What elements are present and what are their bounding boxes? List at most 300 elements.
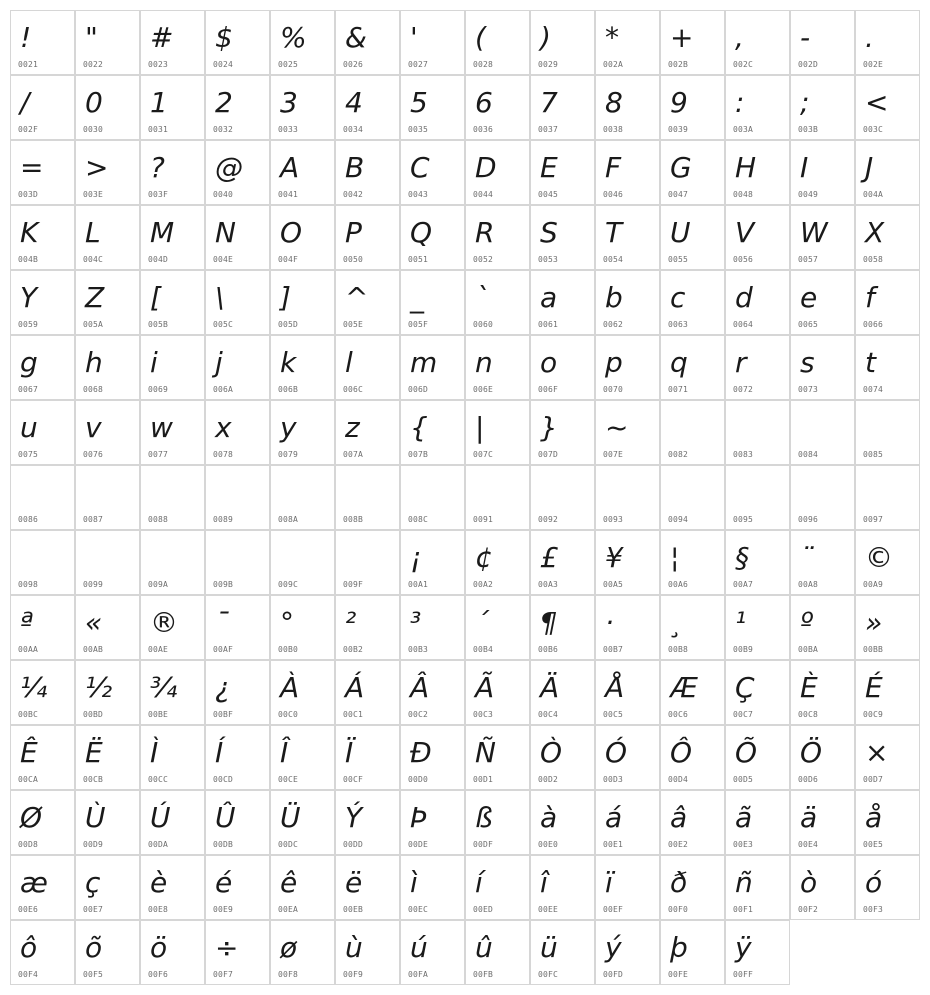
glyph-character: ? (150, 151, 165, 184)
glyph-character: « (85, 606, 103, 639)
glyph-codepoint: 007A (343, 450, 364, 459)
glyph-codepoint: 0083 (733, 450, 754, 459)
glyph-cell (790, 465, 855, 530)
glyph-character: ¶ (540, 606, 558, 639)
glyph-character: U (670, 216, 691, 249)
glyph-character: A (280, 151, 300, 184)
glyph-cell (855, 270, 920, 335)
glyph-character: k (280, 346, 297, 379)
glyph-cell (855, 205, 920, 270)
glyph-cell (10, 10, 75, 75)
glyph-character: £ (540, 541, 558, 574)
glyph-character: à (540, 801, 558, 834)
glyph-cell (660, 920, 725, 985)
glyph-character: W (800, 216, 828, 249)
glyph-cell (140, 595, 205, 660)
glyph-codepoint: 00D0 (408, 775, 429, 784)
glyph-cell (790, 10, 855, 75)
glyph-codepoint: 00F4 (18, 970, 39, 979)
glyph-cell (660, 530, 725, 595)
glyph-cell (205, 595, 270, 660)
glyph-character: e (800, 281, 818, 314)
glyph-cell (400, 725, 465, 790)
glyph-character: Í (215, 736, 224, 769)
glyph-character: © (865, 541, 893, 574)
glyph-character: Ã (475, 671, 495, 704)
glyph-character: Ô (670, 736, 693, 769)
glyph-cell (205, 140, 270, 205)
glyph-codepoint: 00CD (213, 775, 234, 784)
glyph-cell (595, 855, 660, 920)
glyph-cell (10, 140, 75, 205)
glyph-codepoint: 002D (798, 60, 819, 69)
glyph-cell (335, 530, 400, 595)
glyph-character: Î (280, 736, 289, 769)
glyph-codepoint: 0062 (603, 320, 624, 329)
glyph-cell (10, 400, 75, 465)
glyph-codepoint: 0037 (538, 125, 559, 134)
glyph-cell (270, 400, 335, 465)
glyph-codepoint: 0069 (148, 385, 169, 394)
glyph-character: ^ (345, 281, 369, 314)
glyph-cell (140, 920, 205, 985)
glyph-cell (335, 920, 400, 985)
glyph-cell (140, 465, 205, 530)
glyph-character: ì (410, 866, 418, 899)
glyph-character: Æ (670, 671, 698, 704)
glyph-codepoint: 00BB (863, 645, 884, 654)
glyph-codepoint: 004E (213, 255, 234, 264)
glyph-character: ½ (85, 671, 113, 704)
glyph-cell (335, 270, 400, 335)
glyph-cell (855, 465, 920, 530)
glyph-codepoint: 0079 (278, 450, 299, 459)
glyph-codepoint: 00ED (473, 905, 494, 914)
glyph-cell (595, 205, 660, 270)
glyph-codepoint: 0040 (213, 190, 234, 199)
glyph-codepoint: 00B4 (473, 645, 494, 654)
glyph-codepoint: 00DA (148, 840, 169, 849)
glyph-codepoint: 00AF (213, 645, 234, 654)
glyph-codepoint: 0030 (83, 125, 104, 134)
glyph-codepoint: 0036 (473, 125, 494, 134)
glyph-cell (725, 140, 790, 205)
glyph-cell (140, 335, 205, 400)
glyph-codepoint: 00D5 (733, 775, 754, 784)
glyph-character: g (20, 346, 38, 379)
glyph-codepoint: 004C (83, 255, 104, 264)
glyph-codepoint: 00F0 (668, 905, 689, 914)
glyph-character: ® (150, 606, 178, 639)
glyph-codepoint: 005A (83, 320, 104, 329)
glyph-character: ¥ (605, 541, 623, 574)
glyph-cell (400, 335, 465, 400)
glyph-character: 4 (345, 86, 363, 119)
glyph-character: ' (410, 21, 418, 54)
glyph-cell (270, 855, 335, 920)
glyph-character: N (215, 216, 236, 249)
glyph-codepoint: 00B7 (603, 645, 624, 654)
glyph-character: ¿ (215, 671, 230, 704)
glyph-codepoint: 00CE (278, 775, 299, 784)
glyph-character: < (865, 86, 889, 119)
glyph-codepoint: 00D1 (473, 775, 494, 784)
glyph-codepoint: 00C3 (473, 710, 494, 719)
glyph-character: m (410, 346, 438, 379)
glyph-codepoint: 00F7 (213, 970, 234, 979)
glyph-cell (335, 140, 400, 205)
glyph-character: È (800, 671, 818, 704)
glyph-codepoint: 00B3 (408, 645, 429, 654)
glyph-cell (465, 10, 530, 75)
glyph-character: Ï (345, 736, 354, 769)
glyph-cell (725, 530, 790, 595)
glyph-cell (725, 75, 790, 140)
glyph-character: Ñ (475, 736, 496, 769)
glyph-character: ¡ (410, 541, 422, 574)
glyph-codepoint: 00DB (213, 840, 234, 849)
glyph-character: ² (345, 606, 357, 639)
glyph-cell (595, 725, 660, 790)
glyph-cell (400, 530, 465, 595)
glyph-character: + (670, 21, 694, 54)
glyph-character: ¢ (475, 541, 493, 574)
glyph-cell (140, 75, 205, 140)
glyph-cell (660, 595, 725, 660)
glyph-codepoint: 00AB (83, 645, 104, 654)
glyph-codepoint: 0095 (733, 515, 754, 524)
glyph-cell (140, 855, 205, 920)
glyph-codepoint: 00A6 (668, 580, 689, 589)
glyph-character: ú (410, 931, 428, 964)
glyph-codepoint: 0073 (798, 385, 819, 394)
glyph-codepoint: 002F (18, 125, 39, 134)
glyph-character: c (670, 281, 686, 314)
glyph-character: b (605, 281, 623, 314)
glyph-codepoint: 0022 (83, 60, 104, 69)
glyph-cell (790, 270, 855, 335)
glyph-cell (530, 75, 595, 140)
glyph-cell (205, 725, 270, 790)
glyph-character: d (735, 281, 753, 314)
glyph-cell (855, 725, 920, 790)
glyph-codepoint: 00C5 (603, 710, 624, 719)
glyph-character: Y (20, 281, 38, 314)
glyph-character: " (85, 21, 98, 54)
glyph-codepoint: 003B (798, 125, 819, 134)
glyph-codepoint: 00EF (603, 905, 624, 914)
glyph-codepoint: 007C (473, 450, 494, 459)
glyph-cell (465, 660, 530, 725)
glyph-character: - (800, 21, 811, 54)
glyph-codepoint: 0051 (408, 255, 429, 264)
glyph-character: i (150, 346, 158, 379)
glyph-character: ¼ (20, 671, 48, 704)
glyph-codepoint: 00BF (213, 710, 234, 719)
glyph-cell (75, 140, 140, 205)
glyph-codepoint: 0071 (668, 385, 689, 394)
glyph-codepoint: 009C (278, 580, 299, 589)
glyph-codepoint: 00FB (473, 970, 494, 979)
glyph-codepoint: 0097 (863, 515, 884, 524)
glyph-codepoint: 00FD (603, 970, 624, 979)
glyph-cell (270, 660, 335, 725)
glyph-character: ð (670, 866, 688, 899)
glyph-codepoint: 0082 (668, 450, 689, 459)
glyph-codepoint: 003D (18, 190, 39, 199)
glyph-cell (400, 400, 465, 465)
glyph-codepoint: 0084 (798, 450, 819, 459)
glyph-codepoint: 004F (278, 255, 299, 264)
glyph-cell (595, 660, 660, 725)
glyph-cell (335, 595, 400, 660)
glyph-cell (660, 205, 725, 270)
glyph-codepoint: 005E (343, 320, 364, 329)
glyph-character: Ò (540, 736, 563, 769)
glyph-character: Ë (85, 736, 103, 769)
glyph-cell (465, 140, 530, 205)
glyph-cell (790, 140, 855, 205)
glyph-cell (10, 855, 75, 920)
glyph-codepoint: 0094 (668, 515, 689, 524)
glyph-cell (725, 855, 790, 920)
glyph-cell (75, 205, 140, 270)
glyph-character: ö (150, 931, 168, 964)
glyph-codepoint: 0050 (343, 255, 364, 264)
glyph-cell (10, 725, 75, 790)
glyph-character: æ (20, 866, 48, 899)
glyph-codepoint: 0056 (733, 255, 754, 264)
glyph-codepoint: 0043 (408, 190, 429, 199)
glyph-character: º (800, 606, 814, 639)
glyph-codepoint: 0035 (408, 125, 429, 134)
glyph-codepoint: 00E9 (213, 905, 234, 914)
glyph-codepoint: 00C6 (668, 710, 689, 719)
glyph-character: ] (280, 281, 291, 314)
glyph-codepoint: 0025 (278, 60, 299, 69)
glyph-cell (270, 10, 335, 75)
glyph-cell (660, 790, 725, 855)
glyph-codepoint: 00E6 (18, 905, 39, 914)
glyph-codepoint: 002B (668, 60, 689, 69)
glyph-codepoint: 0075 (18, 450, 39, 459)
glyph-character: Á (345, 671, 365, 704)
glyph-character: s (800, 346, 815, 379)
glyph-codepoint: 0089 (213, 515, 234, 524)
glyph-character: Ý (345, 801, 363, 834)
glyph-cell (465, 595, 530, 660)
glyph-cell (10, 920, 75, 985)
glyph-cell (790, 75, 855, 140)
glyph-character: ! (20, 21, 32, 54)
glyph-codepoint: 006C (343, 385, 364, 394)
glyph-codepoint: 00FA (408, 970, 429, 979)
glyph-codepoint: 003F (148, 190, 169, 199)
glyph-cell (595, 75, 660, 140)
glyph-codepoint: 00C4 (538, 710, 559, 719)
glyph-cell (660, 270, 725, 335)
glyph-cell (75, 75, 140, 140)
glyph-cell (790, 205, 855, 270)
glyph-character: 5 (410, 86, 428, 119)
glyph-cell (725, 790, 790, 855)
glyph-character: Z (85, 281, 105, 314)
glyph-character: } (540, 411, 558, 444)
glyph-cell (270, 335, 335, 400)
glyph-character: í (475, 866, 483, 899)
glyph-cell (790, 790, 855, 855)
glyph-codepoint: 0021 (18, 60, 39, 69)
glyph-codepoint: 00EA (278, 905, 299, 914)
glyph-character: { (410, 411, 428, 444)
glyph-codepoint: 006F (538, 385, 559, 394)
glyph-cell (595, 400, 660, 465)
glyph-codepoint: 0092 (538, 515, 559, 524)
glyph-cell (400, 75, 465, 140)
glyph-cell (140, 790, 205, 855)
glyph-character: M (150, 216, 175, 249)
glyph-cell (790, 855, 855, 920)
glyph-codepoint: 00E0 (538, 840, 559, 849)
glyph-codepoint: 005B (148, 320, 169, 329)
glyph-codepoint: 0078 (213, 450, 234, 459)
glyph-codepoint: 0068 (83, 385, 104, 394)
glyph-codepoint: 002A (603, 60, 624, 69)
glyph-codepoint: 0064 (733, 320, 754, 329)
glyph-character: ( (475, 21, 486, 54)
glyph-character: Ð (410, 736, 432, 769)
glyph-codepoint: 006D (408, 385, 429, 394)
glyph-codepoint: 00D7 (863, 775, 884, 784)
glyph-cell (530, 725, 595, 790)
glyph-codepoint: 0052 (473, 255, 494, 264)
glyph-cell (465, 400, 530, 465)
glyph-character: ¨ (800, 541, 814, 574)
glyph-character: ³ (410, 606, 422, 639)
glyph-codepoint: 00A7 (733, 580, 754, 589)
glyph-character: Õ (735, 736, 758, 769)
glyph-codepoint: 008C (408, 515, 429, 524)
glyph-codepoint: 00EE (538, 905, 559, 914)
glyph-codepoint: 002C (733, 60, 754, 69)
glyph-cell (335, 725, 400, 790)
glyph-cell (75, 595, 140, 660)
glyph-character: Ê (20, 736, 38, 769)
glyph-cell (855, 400, 920, 465)
glyph-codepoint: 00A8 (798, 580, 819, 589)
glyph-codepoint: 0067 (18, 385, 39, 394)
glyph-character: Ö (800, 736, 823, 769)
glyph-cell (400, 855, 465, 920)
glyph-cell (660, 725, 725, 790)
glyph-character: 0 (85, 86, 103, 119)
glyph-codepoint: 00DF (473, 840, 494, 849)
glyph-character: ò (800, 866, 818, 899)
glyph-cell (140, 660, 205, 725)
glyph-codepoint: 0044 (473, 190, 494, 199)
glyph-character: o (540, 346, 558, 379)
glyph-cell (335, 75, 400, 140)
glyph-cell (595, 270, 660, 335)
glyph-codepoint: 0031 (148, 125, 169, 134)
glyph-character: Q (410, 216, 433, 249)
glyph-cell (75, 855, 140, 920)
glyph-character: ; (800, 86, 810, 119)
glyph-cell (75, 400, 140, 465)
glyph-character: a (540, 281, 558, 314)
glyph-cell (725, 465, 790, 530)
glyph-cell (465, 790, 530, 855)
glyph-cell (855, 855, 920, 920)
glyph-codepoint: 0042 (343, 190, 364, 199)
glyph-codepoint: 0041 (278, 190, 299, 199)
glyph-character: ã (735, 801, 753, 834)
glyph-codepoint: 0093 (603, 515, 624, 524)
glyph-cell (855, 595, 920, 660)
glyph-codepoint: 0058 (863, 255, 884, 264)
glyph-character: Å (605, 671, 625, 704)
glyph-character: / (20, 86, 30, 119)
glyph-codepoint: 0065 (798, 320, 819, 329)
glyph-character: : (735, 86, 745, 119)
glyph-codepoint: 00CC (148, 775, 169, 784)
glyph-character: þ (670, 931, 688, 964)
glyph-codepoint: 00F1 (733, 905, 754, 914)
glyph-character: ü (540, 931, 558, 964)
glyph-cell (530, 790, 595, 855)
glyph-cell (270, 270, 335, 335)
glyph-codepoint: 007B (408, 450, 429, 459)
glyph-codepoint: 00BC (18, 710, 39, 719)
glyph-codepoint: 00B2 (343, 645, 364, 654)
glyph-cell (790, 400, 855, 465)
glyph-character: y (280, 411, 297, 444)
glyph-character: ï (605, 866, 613, 899)
glyph-codepoint: 0033 (278, 125, 299, 134)
glyph-cell (75, 530, 140, 595)
glyph-character: 6 (475, 86, 493, 119)
glyph-character: Ä (540, 671, 560, 704)
glyph-character: Ì (150, 736, 159, 769)
glyph-codepoint: 0085 (863, 450, 884, 459)
glyph-codepoint: 00A9 (863, 580, 884, 589)
glyph-codepoint: 00CF (343, 775, 364, 784)
glyph-grid (10, 10, 920, 985)
glyph-character: õ (85, 931, 103, 964)
glyph-cell (270, 465, 335, 530)
glyph-cell (595, 790, 660, 855)
glyph-codepoint: 00F9 (343, 970, 364, 979)
glyph-codepoint: 0029 (538, 60, 559, 69)
glyph-character: G (670, 151, 692, 184)
glyph-cell (205, 530, 270, 595)
glyph-character: 8 (605, 86, 623, 119)
glyph-codepoint: 00B6 (538, 645, 559, 654)
glyph-codepoint: 00CA (18, 775, 39, 784)
glyph-cell (140, 10, 205, 75)
glyph-codepoint: 002E (863, 60, 884, 69)
glyph-character: f (865, 281, 875, 314)
glyph-character: B (345, 151, 365, 184)
glyph-cell (530, 270, 595, 335)
glyph-codepoint: 0049 (798, 190, 819, 199)
glyph-codepoint: 00F3 (863, 905, 884, 914)
glyph-codepoint: 0060 (473, 320, 494, 329)
glyph-cell (140, 140, 205, 205)
glyph-codepoint: 00AE (148, 645, 169, 654)
glyph-character: L (85, 216, 101, 249)
glyph-cell (270, 595, 335, 660)
